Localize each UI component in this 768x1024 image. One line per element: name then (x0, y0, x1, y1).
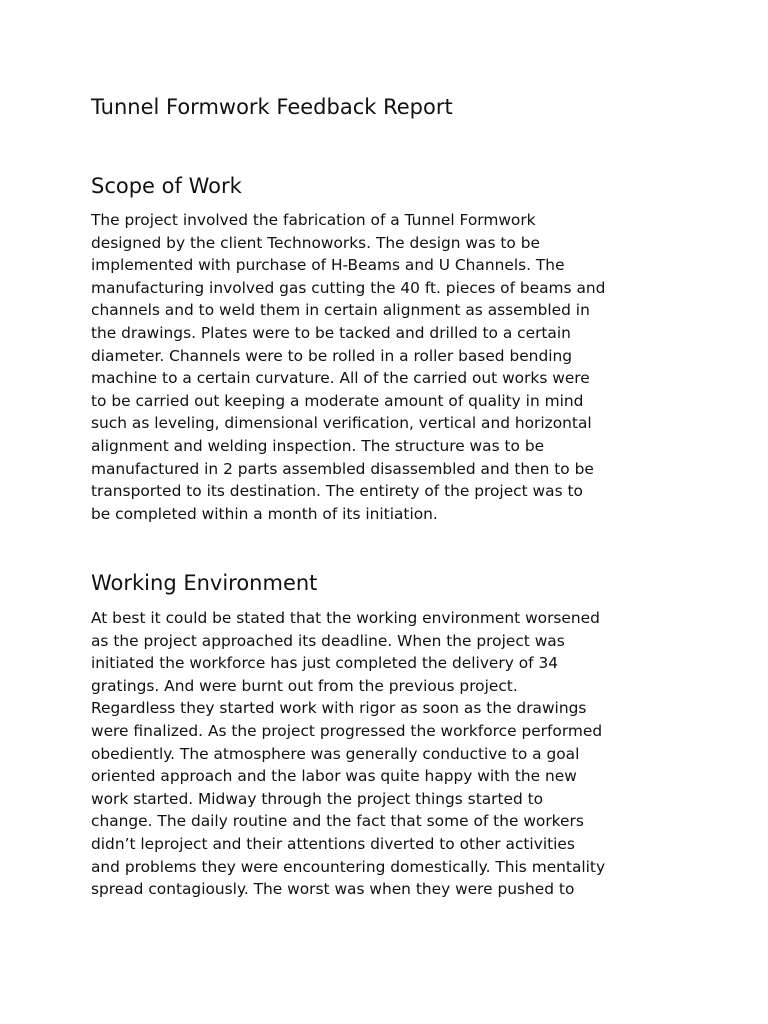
section-heading-scope-of-work: Scope of Work (91, 174, 242, 198)
text-line: didn’t leproject and their attentions diverted to other activities (91, 834, 575, 853)
text-line: spread contagiously. The worst was when they were pushed to (91, 880, 575, 899)
text-line: were finalized. As the project progressed the workforce performed (91, 721, 603, 740)
text-line: such as leveling, dimensional verification, vertical and horizontal (91, 414, 592, 433)
text-line: obediently. The atmosphere was generally conductive to a goal (91, 744, 580, 763)
text-line: Regardless they started work with rigor as soon as the drawings (91, 699, 587, 718)
text-line: oriented approach and the labor was quite happy with the new (91, 767, 577, 786)
text-line: initiated the workforce has just completed the delivery of 34 (91, 654, 559, 673)
text-line: manufactured in 2 parts assembled disassembled and then to be (91, 459, 594, 478)
text-line: transported to its destination. The entirety of the project was to (91, 482, 583, 501)
text-line: designed by the client Technoworks. The design was to be (91, 233, 540, 252)
text-line: diameter. Channels were to be rolled in a roller based bending (91, 346, 573, 365)
text-line: be completed within a month of its initiation. (91, 504, 438, 523)
section-body-scope-of-work (91, 209, 691, 525)
section-body-working-environment (91, 607, 691, 901)
section-heading-working-environment: Working Environment (91, 571, 318, 595)
text-line: alignment and welding inspection. The structure was to be (91, 436, 545, 455)
text-line: manufacturing involved gas cutting the 40 ft. pieces of beams and (91, 278, 606, 297)
text-line: The project involved the fabrication of a Tunnel Formwork (91, 211, 536, 229)
text-line: channels and to weld them in certain alignment as assembled in (91, 301, 590, 320)
text-line: gratings. And were burnt out from the previous project. (91, 676, 518, 695)
text-line: to be carried out keeping a moderate amount of quality in mind (91, 391, 584, 410)
text-line: implemented with purchase of H-Beams and U Channels. The (91, 256, 565, 275)
text-line: work started. Midway through the project things started to (91, 789, 544, 808)
text-line: the drawings. Plates were to be tacked and drilled to a certain (91, 323, 571, 342)
text-line: At best it could be stated that the working environment worsened (91, 609, 600, 627)
text-line: and problems they were encountering domestically. This mentality (91, 857, 606, 876)
text-line: as the project approached its deadline. When the project was (91, 631, 565, 650)
text-line: machine to a certain curvature. All of the carried out works were (91, 369, 590, 388)
document-title: Tunnel Formwork Feedback Report (91, 95, 453, 119)
text-line: change. The daily routine and the fact that some of the workers (91, 812, 584, 831)
